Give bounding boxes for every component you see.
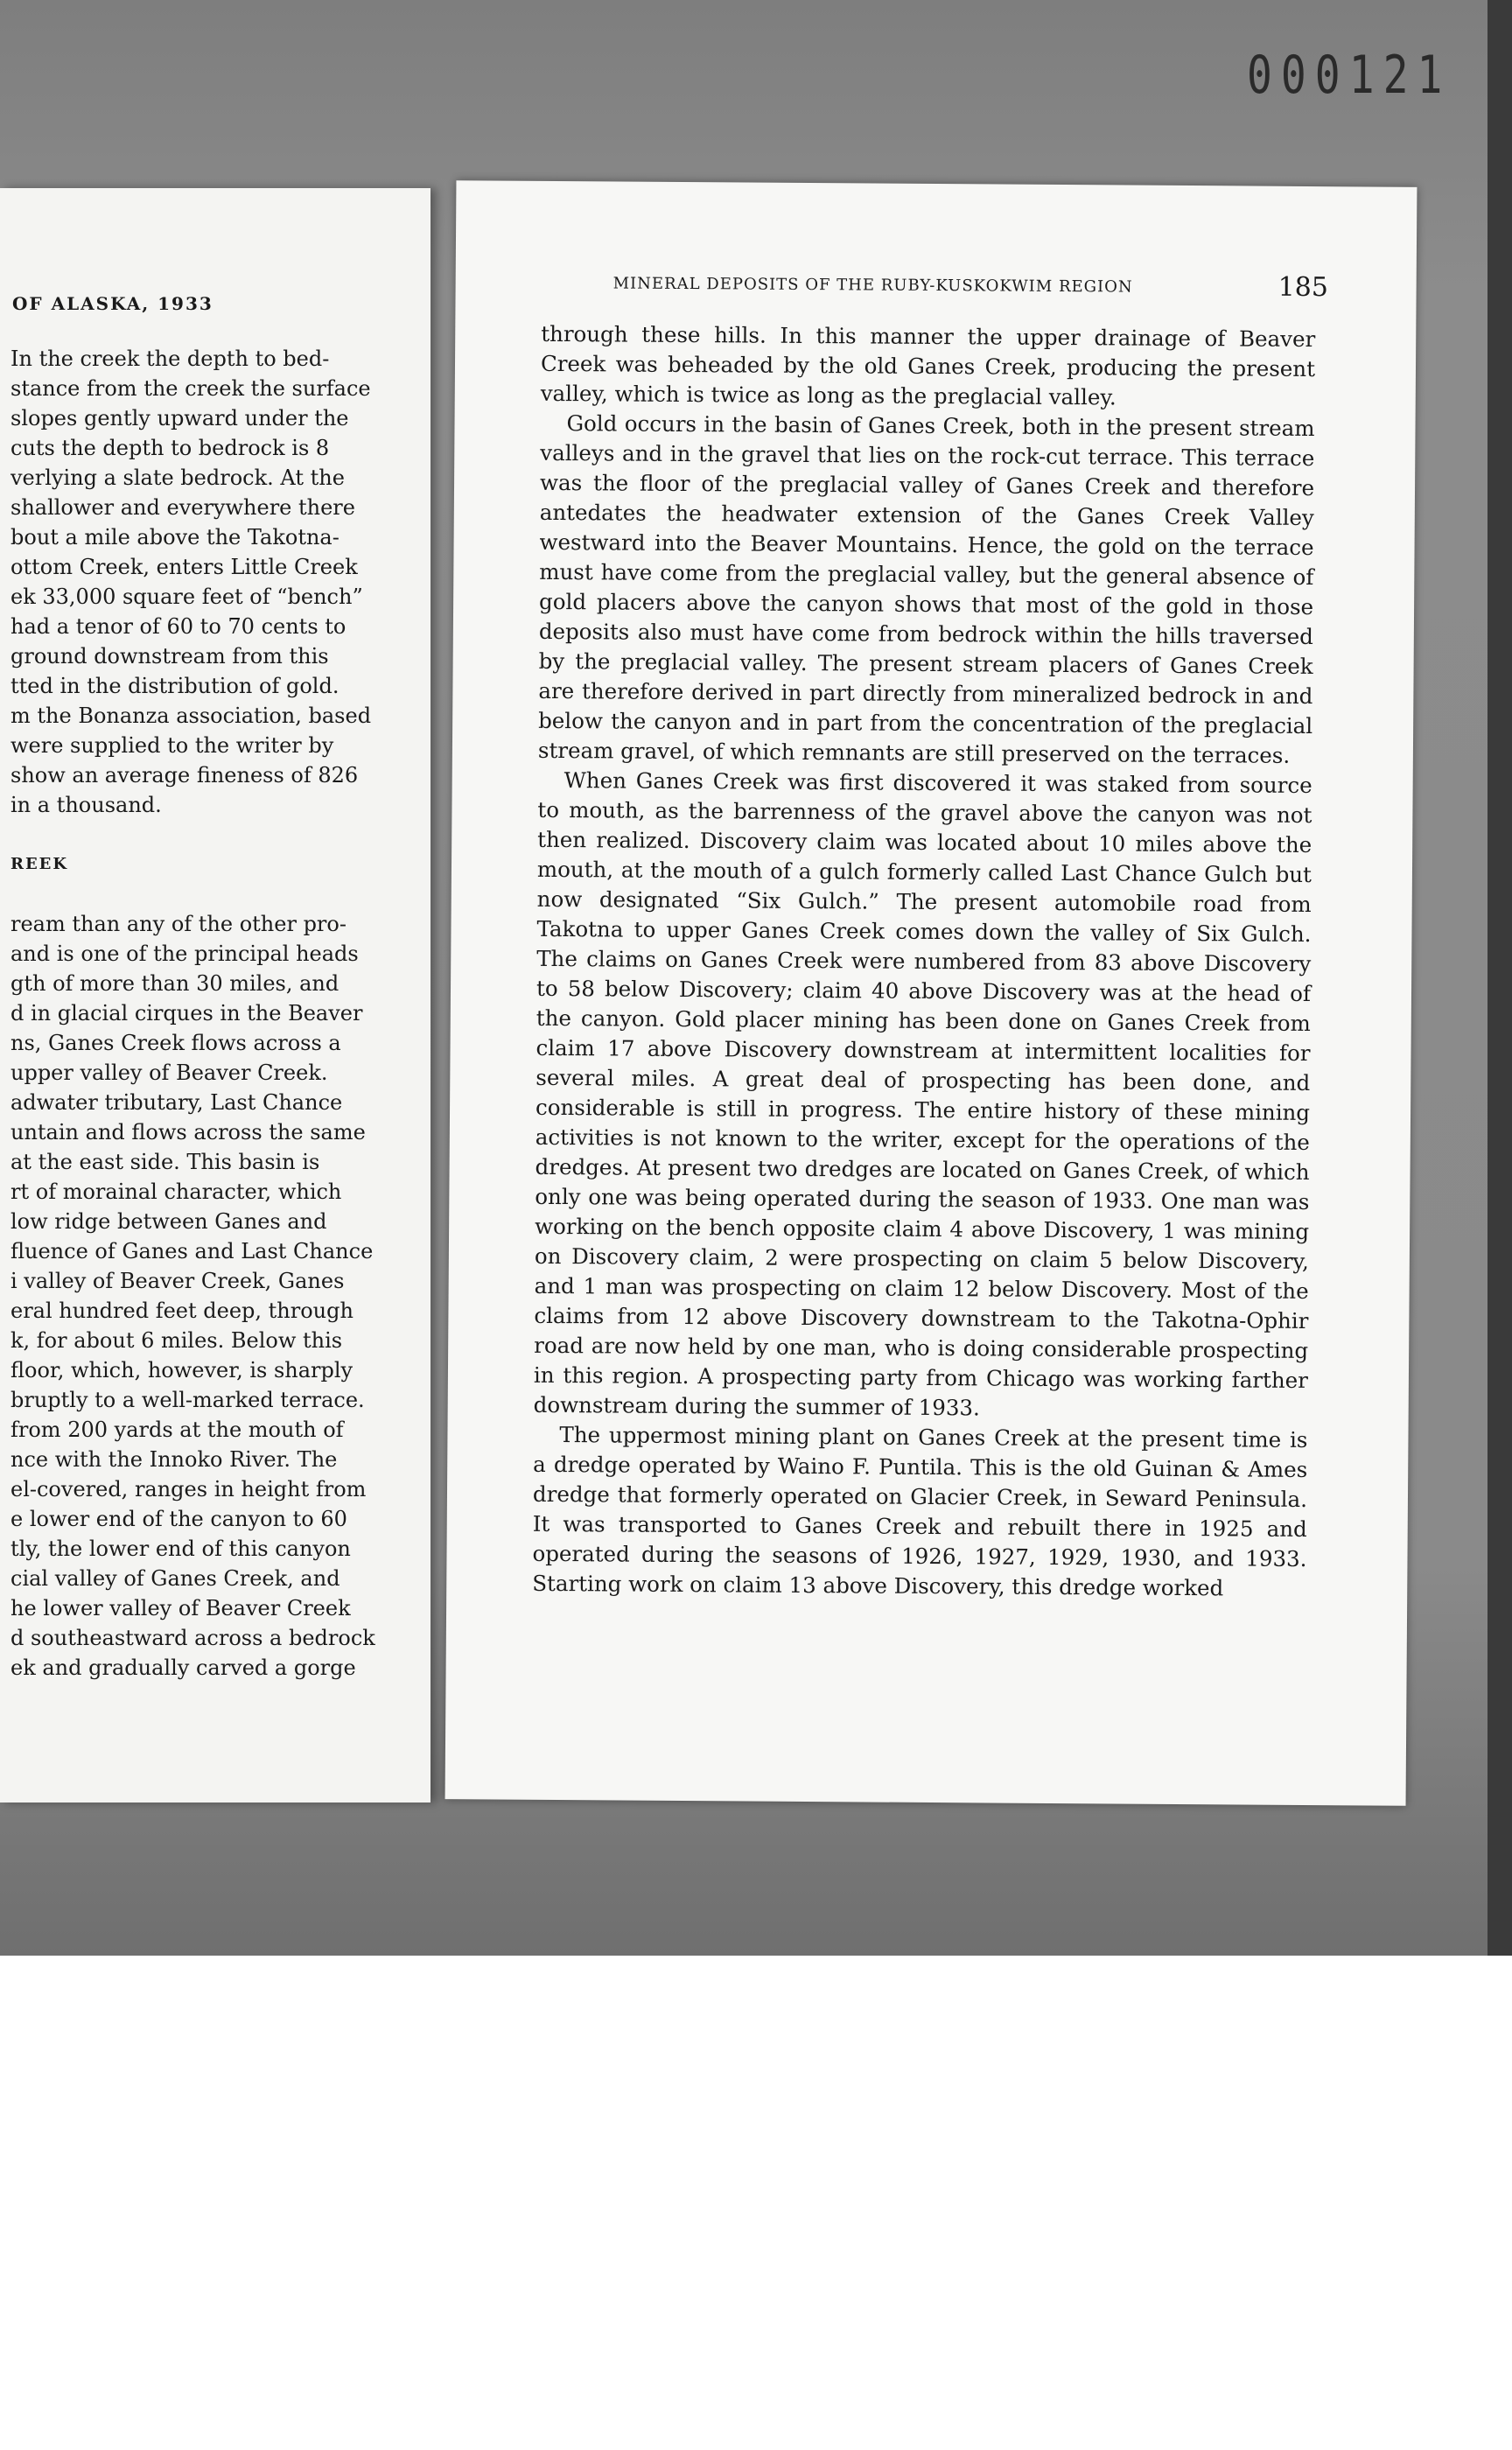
left-text-line: show an average fineness of 826 <box>10 763 359 788</box>
left-text-line: d in glacial cirques in the Beaver <box>10 1001 363 1026</box>
left-text-line: ek and gradually carved a gorge <box>10 1656 356 1680</box>
left-text-line: tly, the lower end of this canyon <box>10 1536 351 1561</box>
left-text-line: at the east side. This basin is <box>10 1150 320 1174</box>
right-page <box>445 180 1418 1806</box>
left-text-line: cuts the depth to bedrock is 8 <box>10 436 330 460</box>
paragraph: When Ganes Creek was first discovered it was staked from source to mouth, as the barrenness of the gravel above the canyon was not then realized. Discovery claim was located about 10 miles above the mouth, at the mouth of a gulch formerly called Last Chance Gulch but now designated “Six Gulch.” The present automobile road from Takotna to upper Ganes Creek comes down the valley of Six Gulch. The claims on Ganes Creek were numbered from 83 above Discovery to 58 below Discovery; claim 40 above Discovery was at the head of the canyon. Gold placer mining has been done on Ganes Creek from claim 17 above Discovery downstream at intermittent localities for several miles. A great deal of prospecting has been done, and considerable is still in progress. The entire history of these mining activities is not known to the writer, except for the operations of the dredges. At present two dredges are located on Ganes Creek, of which only one was being operated during the season of 1933. One man was working on the bench opposite claim 4 above Discovery, 1 was mining on Discovery claim, 2 were prospecting on claim 5 below Discovery, and 1 man was prospecting on claim 12 below Discovery. Most of the claims from 12 above Discovery downstream to the Takotna-Ophir road are now held by one man, who is doing considerable prospecting in this region. A prospecting party from Chicago was working farther downstream during the summer of 1933. <box>533 767 1312 1421</box>
left-text-line: el-covered, ranges in height from <box>10 1477 367 1502</box>
left-text-line: gth of more than 30 miles, and <box>10 971 340 996</box>
left-text-line: stance from the creek the surface <box>10 376 371 401</box>
paragraph: Gold occurs in the basin of Ganes Creek, both in the present stream valleys and in the gravel that lies on the rock-cut terrace. This terrace was the floor of the preglacial valley of Ganes Creek and therefore antedates the headwater extension of the Ganes Creek Valley westward into the Beaver Mountains. Hence, the gold on the terrace must have come from the preglacial valley, but the general absence of gold placers above the canyon shows that most of the gold in those deposits also must have come from bedrock within the hills traversed by the preglacial valley. The present stream placers of Ganes Creek are therefore derived in part directly from mineralized bedrock in and below the canyon and in part from the concentration of the preglacial stream gravel, of which remnants are still preserved on the terraces. <box>537 410 1315 768</box>
left-text-line: ground downstream from this <box>10 644 329 668</box>
left-text-line: eral hundred feet deep, through <box>10 1298 354 1323</box>
left-text-line: verlying a slate bedrock. At the <box>10 466 345 490</box>
left-text-line <box>10 879 387 909</box>
left-text-line: k, for about 6 miles. Below this <box>10 1328 343 1353</box>
left-text-line: ottom Creek, enters Little Creek <box>10 555 358 579</box>
left-text-line: low ridge between Ganes and <box>10 1209 327 1234</box>
left-text-line: ns, Ganes Creek flows across a <box>10 1031 341 1055</box>
left-text-line: cial valley of Ganes Creek, and <box>10 1566 340 1591</box>
left-text-line: bruptly to a well-marked terrace. <box>10 1388 365 1412</box>
left-text-line: in a thousand. <box>10 793 162 817</box>
left-text-line: and is one of the principal heads <box>10 942 359 966</box>
left-text-line: he lower valley of Beaver Creek <box>10 1596 351 1620</box>
left-text-line: tted in the distribution of gold. <box>10 674 340 698</box>
left-text-line: were supplied to the writer by <box>10 733 334 758</box>
left-text-line: In the creek the depth to bed- <box>10 346 330 371</box>
left-text-line: from 200 yards at the mouth of <box>10 1418 344 1442</box>
left-text-line: ek 33,000 square feet of “bench” <box>10 584 363 609</box>
paragraph: through these hills. In this manner the upper drainage of Beaver Creek was beheaded by the old Ganes Creek, producing the present valley, which is twice as long as the preglacial valley. <box>540 320 1316 410</box>
left-text-line: adwater tributary, Last Chance <box>10 1090 343 1115</box>
left-text-line <box>10 820 387 850</box>
left-text-line: REEK <box>10 855 69 873</box>
left-text-line: rt of morainal character, which <box>10 1180 342 1204</box>
left-text-line: nce with the Innoko River. The <box>10 1447 338 1472</box>
left-text-line: i valley of Beaver Creek, Ganes <box>10 1269 345 1293</box>
left-text-line: shallower and everywhere there <box>10 495 355 520</box>
paragraph: The uppermost mining plant on Ganes Creek at the present time is a dredge operated by Waino F. Puntila. This is the old Guinan & Ames dredge that formerly operated on Glacier Creek, in Seward Peninsula. It was transported to Ganes Creek and rebuilt there in 1925 and operated during the seasons of 1926, 1927, 1929, 1930, and 1933. Starting work on claim 13 above Discovery, this dredge worked <box>532 1422 1308 1601</box>
left-text-line: had a tenor of 60 to 70 cents to <box>10 614 346 639</box>
left-text-line: ream than any of the other pro- <box>10 912 346 936</box>
scan-edge <box>1488 0 1512 1956</box>
left-text-line: floor, which, however, is sharply <box>10 1358 354 1382</box>
running-head: MINERAL DEPOSITS OF THE RUBY-KUSKOKWIM REGION <box>612 274 1133 297</box>
left-page-text <box>10 344 387 1683</box>
left-text-line: untain and flows across the same <box>10 1120 366 1144</box>
page-stamp-number: 000121 <box>1247 45 1452 106</box>
left-running-head: OF ALASKA, 1933 <box>12 293 214 314</box>
left-text-line: m the Bonanza association, based <box>10 704 372 728</box>
left-text-line: upper valley of Beaver Creek. <box>10 1060 328 1085</box>
left-page <box>0 188 430 1802</box>
left-text-line: e lower end of the canyon to 60 <box>10 1507 347 1531</box>
left-text-line: d southeastward across a bedrock <box>10 1626 375 1650</box>
body-text <box>532 319 1315 1604</box>
left-text-line: fluence of Ganes and Last Chance <box>10 1239 374 1264</box>
left-text-line: bout a mile above the Takotna- <box>10 525 340 550</box>
left-text-line: slopes gently upward under the <box>10 406 349 430</box>
page-number: 185 <box>1278 271 1329 304</box>
